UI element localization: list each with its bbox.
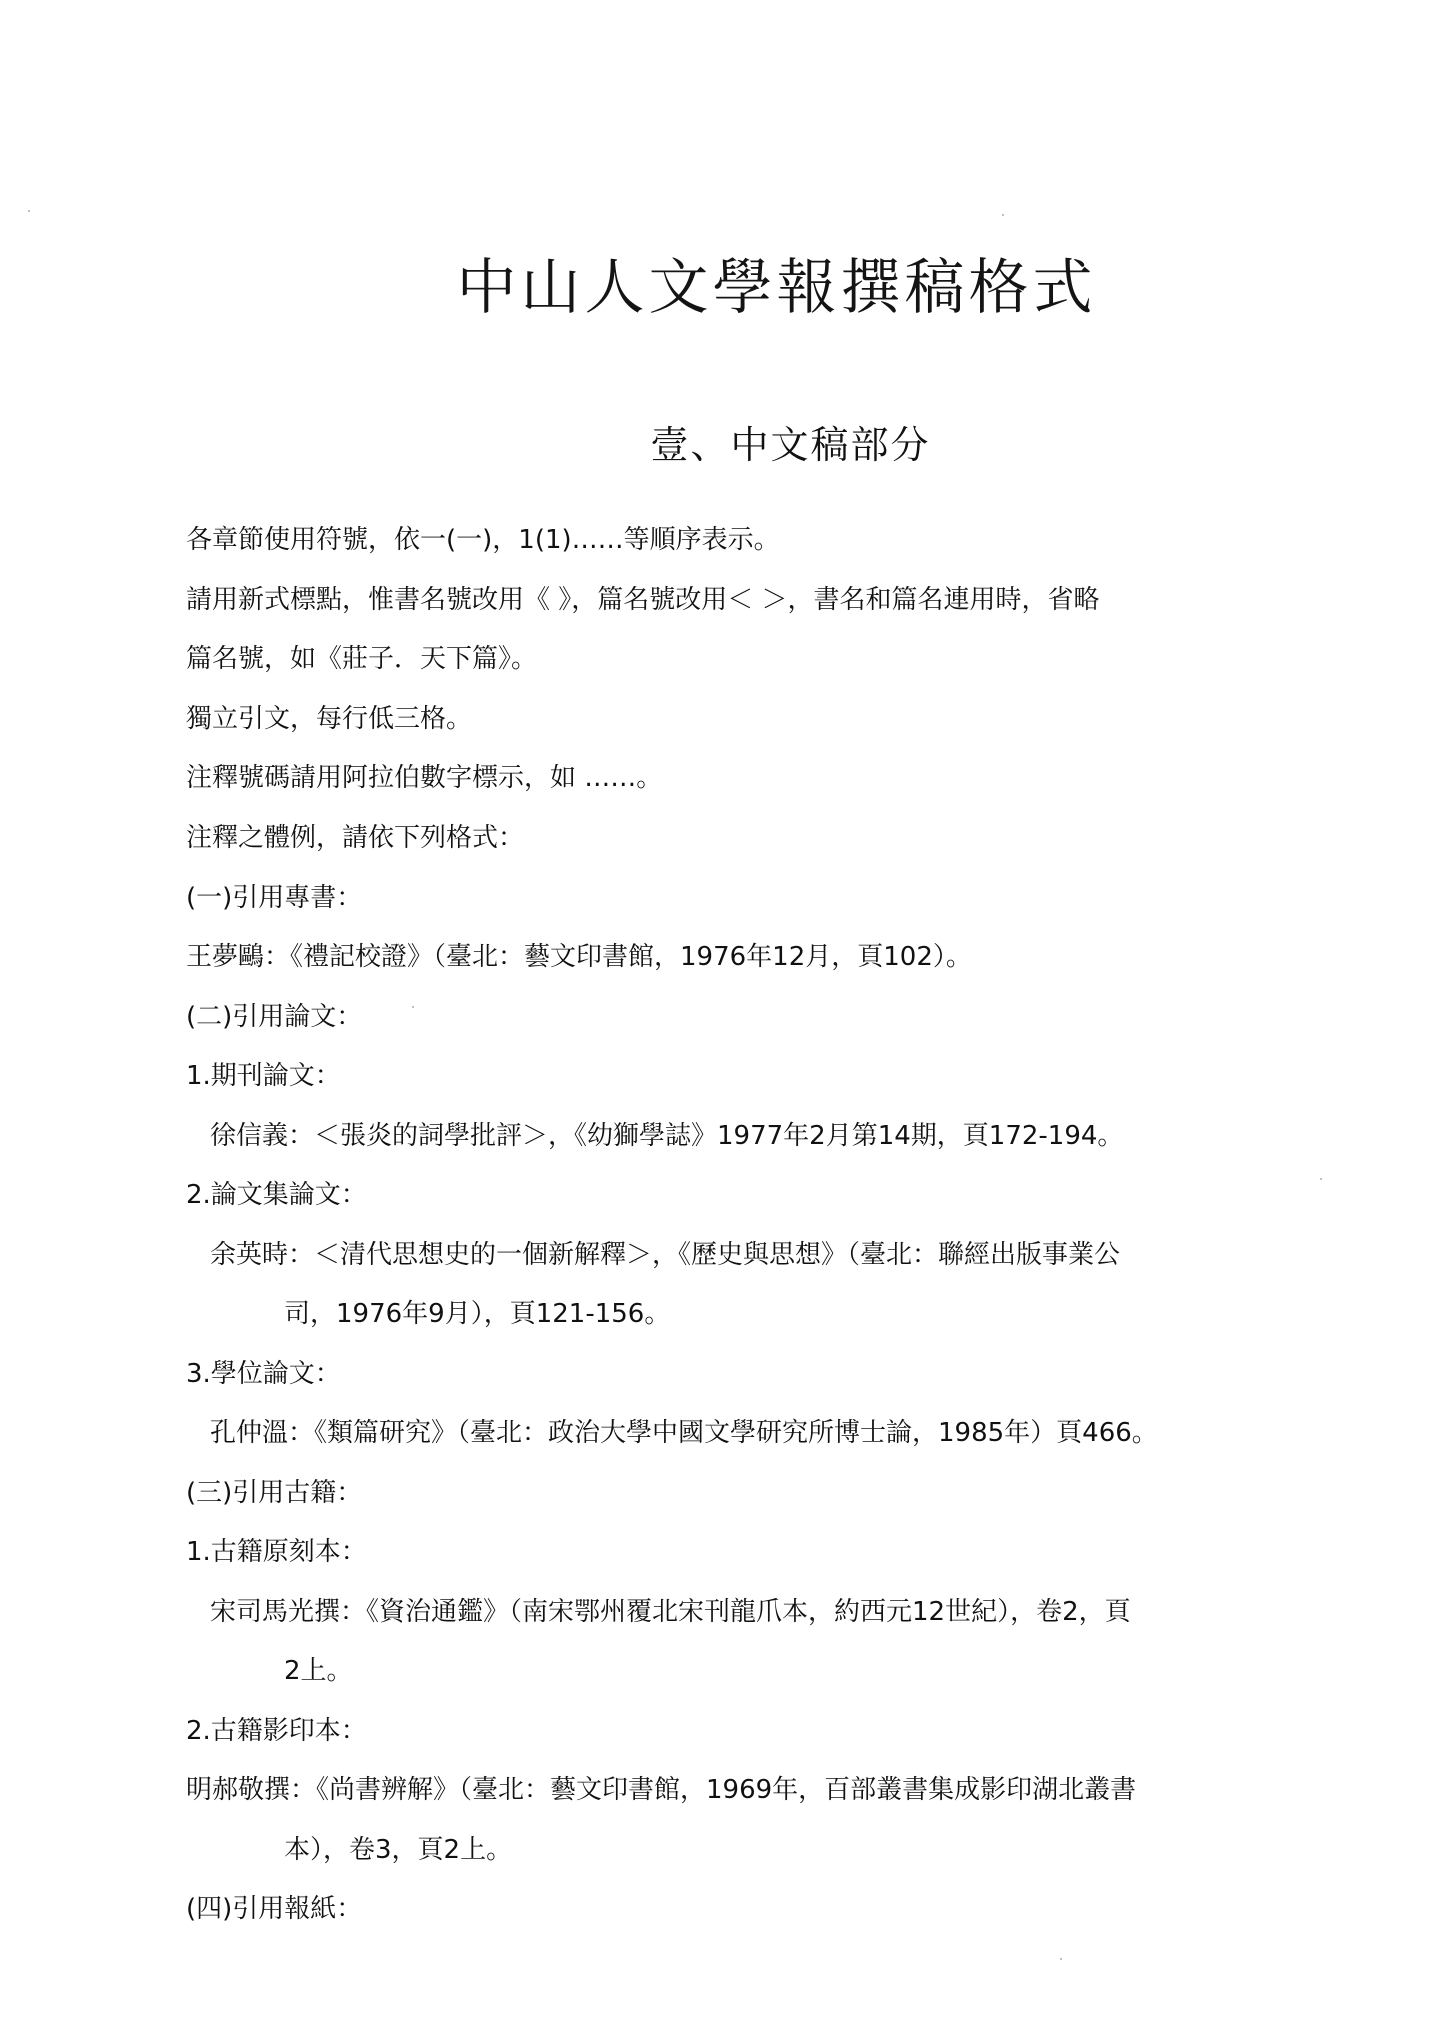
scan-speck bbox=[28, 210, 30, 212]
citation-example-continuation: 本），卷3，頁2上。 bbox=[284, 1835, 513, 1865]
subcategory-heading: 1.期刊論文： bbox=[186, 1061, 341, 1091]
subcategory-heading: 3.學位論文： bbox=[186, 1359, 341, 1389]
category-heading: (四)引用報紙： bbox=[186, 1894, 363, 1924]
citation-example: 明郝敬撰：《尚書辨解》（臺北：藝文印書館，1969年，百部叢書集成影印湖北叢書 bbox=[186, 1775, 1137, 1805]
category-heading: (一)引用專書： bbox=[186, 883, 363, 913]
rule-line: 注釋號碼請用阿拉伯數字標示，如 ……。 bbox=[186, 763, 663, 793]
rule-line: 獨立引文，每行低三格。 bbox=[186, 704, 473, 734]
document-title: 中山人文學報撰稿格式 bbox=[456, 253, 1097, 323]
rule-line: 請用新式標點，惟書名號改用《 》，篇名號改用＜ ＞，書名和篇名連用時，省略 bbox=[186, 585, 1100, 615]
citation-example: 王夢鷗：《禮記校證》（臺北：藝文印書館，1976年12月，頁102）。 bbox=[186, 942, 972, 972]
citation-example-continuation: 司，1976年9月），頁121-156。 bbox=[284, 1299, 671, 1329]
rule-line: 注釋之體例，請依下列格式： bbox=[186, 823, 525, 853]
subcategory-heading: 1.古籍原刻本： bbox=[186, 1537, 367, 1567]
category-heading: (二)引用論文： bbox=[186, 1002, 363, 1032]
subcategory-heading: 2.論文集論文： bbox=[186, 1180, 367, 1210]
rule-line: 各章節使用符號，依一(一)，1(1)……等順序表示。 bbox=[186, 525, 780, 555]
category-heading: (三)引用古籍： bbox=[186, 1478, 363, 1508]
subcategory-heading: 2.古籍影印本： bbox=[186, 1716, 367, 1746]
scan-speck bbox=[1060, 1958, 1062, 1960]
citation-example: 余英時：＜清代思想史的一個新解釋＞，《歷史與思想》（臺北：聯經出版事業公 bbox=[210, 1240, 1121, 1270]
scan-speck bbox=[1320, 1178, 1322, 1180]
citation-example: 宋司馬光撰：《資治通鑑》（南宋鄂州覆北宋刊龍爪本，約西元12世紀），卷2，頁 bbox=[210, 1597, 1131, 1627]
section-title: 壹、中文稿部分 bbox=[650, 423, 931, 467]
scan-speck bbox=[1002, 214, 1004, 216]
citation-example: 孔仲溫：《類篇研究》（臺北：政治大學中國文學研究所博士論，1985年）頁466。 bbox=[210, 1418, 1158, 1448]
citation-example: 徐信義：＜張炎的詞學批評＞，《幼獅學誌》1977年2月第14期，頁172-194。 bbox=[210, 1121, 1124, 1151]
citation-example-continuation: 2上。 bbox=[284, 1656, 353, 1686]
scan-speck bbox=[412, 1006, 414, 1008]
rule-line-continuation: 篇名號，如《莊子．天下篇》。 bbox=[186, 644, 538, 674]
